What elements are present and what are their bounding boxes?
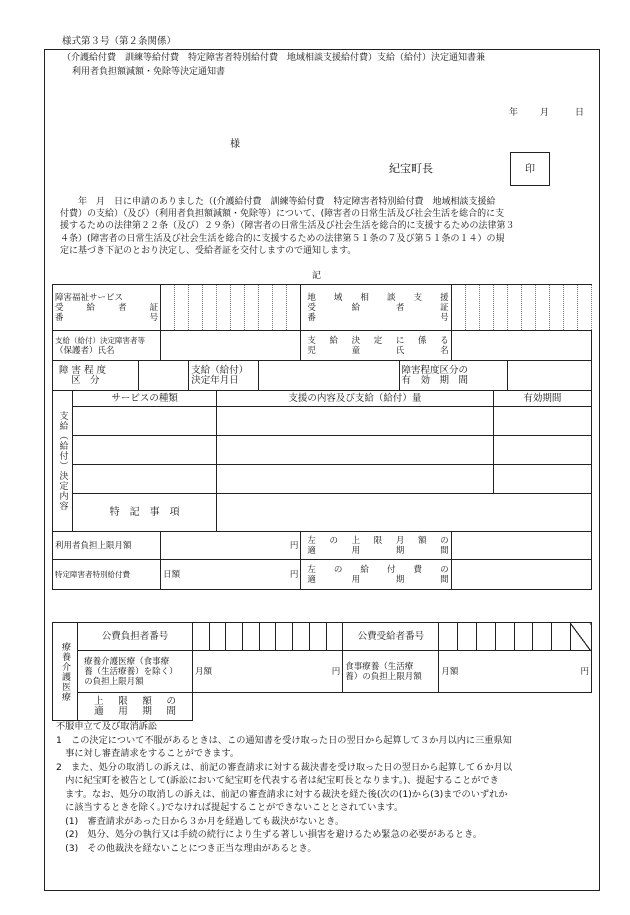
benefit-valid-value[interactable] bbox=[451, 560, 591, 590]
monthly-label: 月額 bbox=[441, 666, 459, 677]
label-text: 養（生活療養）を除く） bbox=[84, 666, 178, 677]
appeal-line: (2) 処分、処分の執行又は手続の続行により生ずる著しい損害を避けるため緊急の必要があるとき。 bbox=[56, 829, 483, 840]
yen-label: 円 bbox=[331, 666, 341, 677]
intro-line: 付費）の支給）（及び）（利用者負担額減額・免除等）について、(障害者の日常生活及び社会生活を総合的に支 bbox=[60, 209, 505, 220]
medical-table bbox=[52, 622, 592, 721]
remarks-label: 特 記 事 項 bbox=[73, 494, 217, 532]
digit-box[interactable] bbox=[533, 623, 552, 651]
label-text: 障害程度区分の bbox=[401, 364, 469, 376]
slashed-box bbox=[570, 623, 591, 651]
service-cell[interactable] bbox=[73, 465, 217, 494]
appeal-line: に該当するときを除く。)でなければ提起することができないこととされています。 bbox=[56, 802, 404, 813]
decision-date-label bbox=[189, 361, 259, 391]
label-text: 左の上限月額の bbox=[307, 535, 449, 546]
digit-box[interactable] bbox=[465, 285, 479, 331]
digit-box[interactable] bbox=[577, 285, 591, 331]
amount-cell[interactable] bbox=[217, 407, 493, 436]
appeal-line: (1) 審査請求があった日から３か月を経過しても裁決がないとき。 bbox=[56, 815, 345, 827]
digit-box[interactable] bbox=[495, 623, 514, 651]
period-cell[interactable] bbox=[493, 407, 591, 436]
seal-stamp: 印 bbox=[510, 152, 550, 186]
yen-label: 円 bbox=[580, 666, 589, 677]
digit-box[interactable] bbox=[259, 623, 276, 651]
digit-box[interactable] bbox=[549, 285, 563, 331]
label-text: 決定年月日 bbox=[191, 374, 239, 386]
label-text: の負担上限月額 bbox=[84, 676, 144, 687]
intro-line: 定に基づき下記のとおり決定し、受給者証を交付しますので通知します。 bbox=[60, 245, 357, 256]
digit-box[interactable] bbox=[493, 285, 507, 331]
col-valid-period: 有効期間 bbox=[493, 391, 591, 407]
payer-no-label: 公費負担者番号 bbox=[78, 623, 193, 651]
digit-box[interactable] bbox=[458, 623, 477, 651]
title-line-2: 利用者負担額減額・免除等決定通知書 bbox=[72, 67, 226, 77]
service-cell[interactable] bbox=[73, 436, 217, 465]
burden-limit-yen[interactable]: 円 bbox=[161, 532, 301, 560]
issuer-name: 紀宝町長 bbox=[389, 162, 433, 175]
label-text: 受 給 者 証 bbox=[307, 302, 449, 313]
burden-limit-label: 利用者負担上限月額 bbox=[53, 532, 161, 560]
medical-limit-value[interactable] bbox=[192, 651, 342, 693]
decision-content-label: 支給（給付）決定内容 bbox=[53, 391, 73, 532]
digit-box[interactable] bbox=[276, 623, 293, 651]
label-text: 適 用 期 間 bbox=[94, 705, 176, 717]
digit-box[interactable] bbox=[521, 285, 535, 331]
appeal-line: 1 この決定について不服があるときは、この通知書を受け取った日の翌日から起算して３か月以内に三重県知 bbox=[56, 734, 512, 746]
label-text: 障 害 程 度 bbox=[59, 364, 107, 376]
digit-box[interactable] bbox=[243, 623, 260, 651]
date-year: 年 bbox=[509, 108, 519, 118]
label-text: 上 限 額 の bbox=[94, 695, 176, 707]
label-text: 児 童 氏 名 bbox=[307, 345, 449, 356]
digit-box[interactable] bbox=[309, 623, 326, 651]
medical-limit-label bbox=[78, 651, 193, 693]
recipient-no-label: 公費受給者番号 bbox=[343, 623, 439, 651]
upper-limit-valid-label bbox=[78, 693, 193, 721]
label-text: 左 の 給 付 費 の bbox=[307, 564, 449, 575]
label-text: 適 用 期 間 bbox=[307, 574, 449, 585]
label-text: 療養介護医療（食事療 bbox=[84, 656, 170, 667]
digit-box[interactable] bbox=[326, 623, 343, 651]
label-text: 区 分 bbox=[71, 374, 100, 386]
form-id: 様式第３号（第２条関係） bbox=[62, 36, 177, 47]
meal-limit-label bbox=[343, 651, 439, 693]
appeal-line: (3) その他裁決を経ないことにつき正当な理由があるとき。 bbox=[56, 842, 317, 854]
special-benefit-daily[interactable] bbox=[161, 560, 301, 590]
appeal-heading: 不服申立て及び取消訴訟 bbox=[56, 721, 158, 732]
label-text: 適 用 期 間 bbox=[307, 545, 449, 556]
decision-date-value[interactable] bbox=[259, 361, 399, 391]
appeal-section bbox=[56, 720, 596, 855]
welfare-recipient-no-label bbox=[53, 285, 161, 331]
digit-box[interactable] bbox=[203, 285, 217, 331]
digit-box[interactable] bbox=[161, 285, 175, 331]
benefit-valid-label bbox=[301, 560, 451, 590]
digit-box[interactable] bbox=[217, 285, 231, 331]
addressee-suffix: 様 bbox=[230, 139, 240, 150]
limit-valid-label bbox=[301, 532, 451, 560]
digit-box[interactable] bbox=[231, 285, 245, 331]
digit-box[interactable] bbox=[563, 285, 577, 331]
digit-box[interactable] bbox=[552, 623, 571, 651]
meal-limit-value[interactable] bbox=[439, 651, 592, 693]
digit-box[interactable] bbox=[287, 285, 301, 331]
col-support-amount: 支援の内容及び支給（給付）量 bbox=[217, 391, 493, 407]
label-text: 支給（給付） bbox=[191, 364, 249, 376]
digit-box[interactable] bbox=[451, 285, 465, 331]
digit-box[interactable] bbox=[209, 623, 226, 651]
digit-box[interactable] bbox=[273, 285, 287, 331]
appeal-line: 2 また、処分の取消しの訴えは、前記の審査請求に対する裁決書を受け取った日の翌日から起算して６か月以 bbox=[56, 761, 513, 773]
digit-box[interactable] bbox=[192, 623, 209, 651]
date-day: 日 bbox=[575, 108, 585, 118]
label-text: 有 効 期 間 bbox=[401, 374, 469, 386]
label-text: 受 給 者 証 bbox=[55, 302, 159, 313]
limit-valid-value[interactable] bbox=[451, 532, 591, 560]
disability-level-label bbox=[53, 361, 139, 391]
daily-label: 日額 bbox=[163, 569, 181, 580]
digit-box[interactable] bbox=[189, 285, 203, 331]
decision-table bbox=[52, 284, 592, 590]
label-text: 番 号 bbox=[55, 312, 159, 323]
guardian-name-label bbox=[53, 331, 161, 361]
digit-box[interactable] bbox=[226, 623, 243, 651]
service-cell[interactable] bbox=[73, 407, 217, 436]
intro-paragraph bbox=[60, 196, 592, 257]
digit-box[interactable] bbox=[535, 285, 549, 331]
col-service-type: サービスの種類 bbox=[73, 391, 217, 407]
digit-box[interactable] bbox=[476, 623, 495, 651]
level-valid-period-value[interactable] bbox=[507, 361, 591, 391]
label-text: 障害福祉サービス bbox=[55, 292, 124, 303]
level-valid-period-label bbox=[399, 361, 507, 391]
monthly-label: 月額 bbox=[194, 666, 212, 677]
digit-box[interactable] bbox=[439, 623, 458, 651]
medical-care-label: 療養介護医療 bbox=[53, 623, 78, 721]
yen-label: 円 bbox=[289, 569, 299, 580]
guardian-name-value[interactable] bbox=[161, 331, 301, 361]
intro-line: ４条）(障害者の日常生活及び社会生活を総合的に支援するための法律第５１条の７及び第５１条の１４）の規 bbox=[60, 233, 505, 244]
special-benefit-label: 特定障害者特別給付費 bbox=[53, 560, 161, 590]
disability-level-value[interactable] bbox=[139, 361, 189, 391]
digit-box[interactable] bbox=[479, 285, 493, 331]
digit-box[interactable] bbox=[293, 623, 310, 651]
appeal-line: ます。なお、処分の取消しの訴えは、前記の審査請求に対する裁決を経た後(次の(1)から(3)までのいずれか bbox=[56, 788, 508, 800]
digit-box[interactable] bbox=[245, 285, 259, 331]
date-month: 月 bbox=[540, 108, 550, 118]
label-text: 食事療養（生活療 bbox=[345, 661, 414, 672]
digit-box[interactable] bbox=[259, 285, 273, 331]
intro-line: 年 月 日に申請のありました（(介護給付費 訓練等給付費 特定障害者特別給付費 地域相談支援給 bbox=[60, 197, 496, 207]
label-text: 地 域 相 談 支 援 bbox=[307, 292, 449, 303]
label-text: 養）の負担上限月額 bbox=[345, 671, 422, 682]
digit-box[interactable] bbox=[175, 285, 189, 331]
label-text: （保護者）氏名 bbox=[55, 345, 115, 356]
amount-cell[interactable] bbox=[217, 465, 493, 494]
upper-limit-valid-value[interactable] bbox=[192, 693, 591, 721]
ki-heading: 記 bbox=[312, 271, 322, 281]
appeal-line: 事に対し審査請求をすることができます。 bbox=[56, 748, 240, 759]
community-recipient-no-label bbox=[301, 285, 451, 331]
label-text: 番 号 bbox=[307, 312, 449, 323]
child-name-value[interactable] bbox=[451, 331, 591, 361]
digit-box[interactable] bbox=[514, 623, 533, 651]
period-cell[interactable] bbox=[493, 436, 591, 465]
amount-cell[interactable] bbox=[217, 436, 493, 465]
label-text: 支給（給付）決定障害者等 bbox=[55, 335, 145, 345]
label-text: 支給決定に係る bbox=[307, 335, 449, 346]
child-name-label bbox=[301, 331, 451, 361]
period-cell[interactable] bbox=[493, 465, 591, 494]
intro-line: 援するための法律第２２条（及び）２９条）（障害者の日常生活及び社会生活を総合的に支援するための法律第３ bbox=[60, 221, 515, 232]
remarks-value[interactable] bbox=[217, 494, 592, 532]
digit-box[interactable] bbox=[507, 285, 521, 331]
title-line-1: （介護給付費 訓練等給付費 特定障害者特別給付費 地域相談支援給付費）支給（給付）決定通知書兼 bbox=[62, 53, 486, 63]
appeal-line: 内に紀宝町を被告として(訴訟において紀宝町を代表する者は紀宝町長となります。)、提起することができ bbox=[56, 775, 499, 786]
